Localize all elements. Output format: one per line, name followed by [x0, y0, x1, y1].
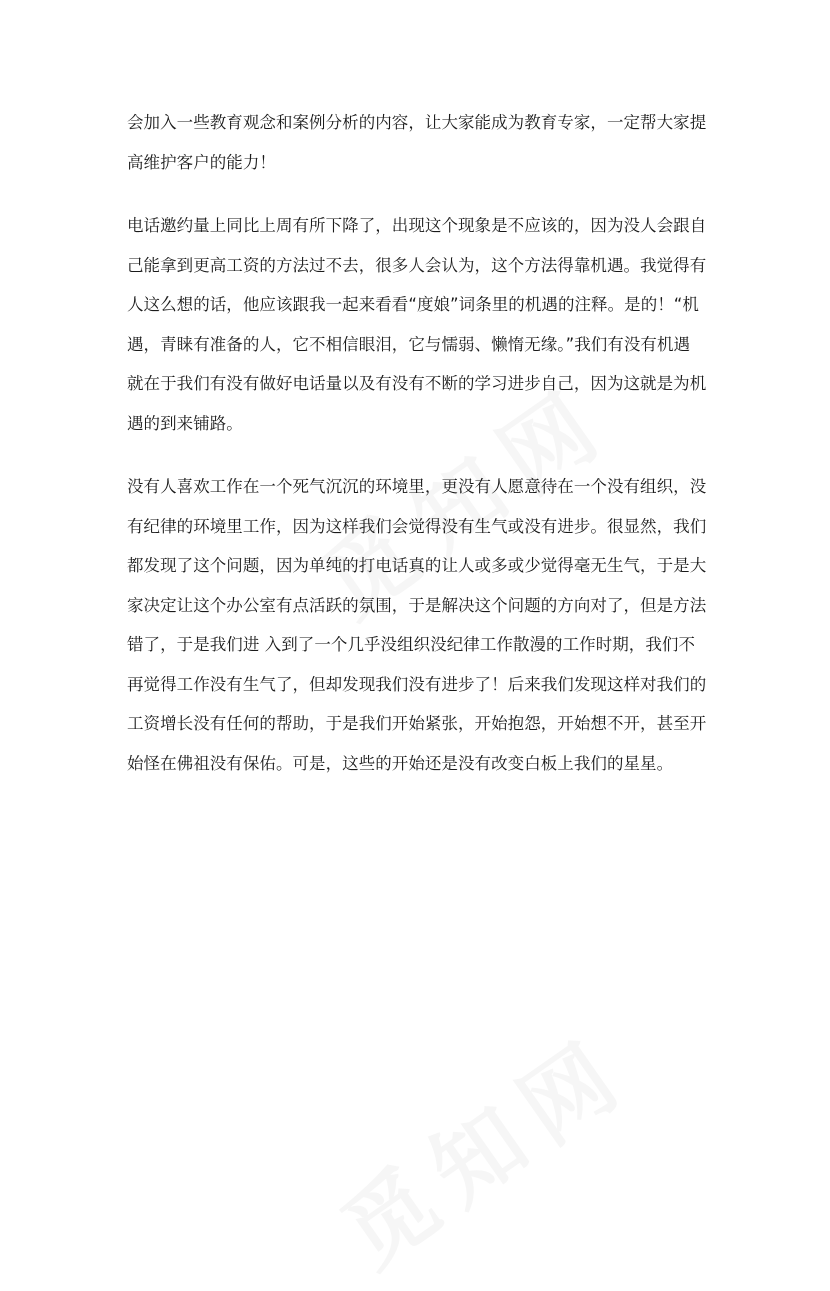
- text-line: 会加入一些教育观念和案例分析的内容，让大家能成为教育专家，一定帮大家提: [127, 113, 707, 132]
- text-line: 没有人喜欢工作在一个死气沉沉的环境里，更没有人愿意待在一个没有组织，没: [127, 477, 707, 496]
- text-line: 有纪律的环境里工作，因为这样我们会觉得没有生气或没有进步。很显然，我们: [127, 516, 707, 536]
- text-line: 遇，青睐有准备的人，它不相信眼泪，它与懦弱、懒惰无缘。”我们有没有机遇: [127, 334, 691, 354]
- paragraph: [127, 103, 707, 182]
- watermark-text: [324, 1016, 650, 1288]
- text-line: 错了，于是我们进 入到了一个几乎没组织没纪律工作散漫的工作时期，我们不: [127, 635, 695, 654]
- text-line: 工资增长没有任何的帮助，于是我们开始紧张，开始抱怨，开始想不开，甚至开: [127, 714, 707, 733]
- text-line: 高维护客户的能力！: [127, 152, 276, 172]
- text-line: 电话邀约量上同比上周有所下降了，出现这个现象是不应该的，因为没人会跟自: [127, 216, 707, 235]
- watermark: [312, 999, 652, 1291]
- paragraph: [127, 467, 707, 783]
- text-line: 人这么想的话，他应该跟我一起来看看“度娘”词条里的机遇的注释。是的！“机: [127, 295, 699, 314]
- document-body: [127, 103, 707, 807]
- text-line: 始怪在佛祖没有保佑。可是，这些的开始还是没有改变白板上我们的星星。: [127, 753, 674, 773]
- text-line: 都发现了这个问题，因为单纯的打电话真的让人或多或少觉得毫无生气，于是大: [127, 556, 707, 575]
- text-line: 就在于我们有没有做好电话量以及有没有不断的学习进步自己，因为这就是为机: [127, 374, 707, 393]
- text-line: 己能拿到更高工资的方法过不去，很多人会认为，这个方法得靠机遇。我觉得有: [127, 255, 707, 275]
- text-line: 遇的到来铺路。: [127, 413, 243, 433]
- text-line: 再觉得工作没有生气了，但却发现我们没有进步了！后来我们发现这样对我们的: [127, 674, 707, 694]
- paragraph: [127, 206, 707, 443]
- text-line: 家决定让这个办公室有点活跃的氛围，于是解决这个问题的方向对了，但是方法: [127, 595, 707, 615]
